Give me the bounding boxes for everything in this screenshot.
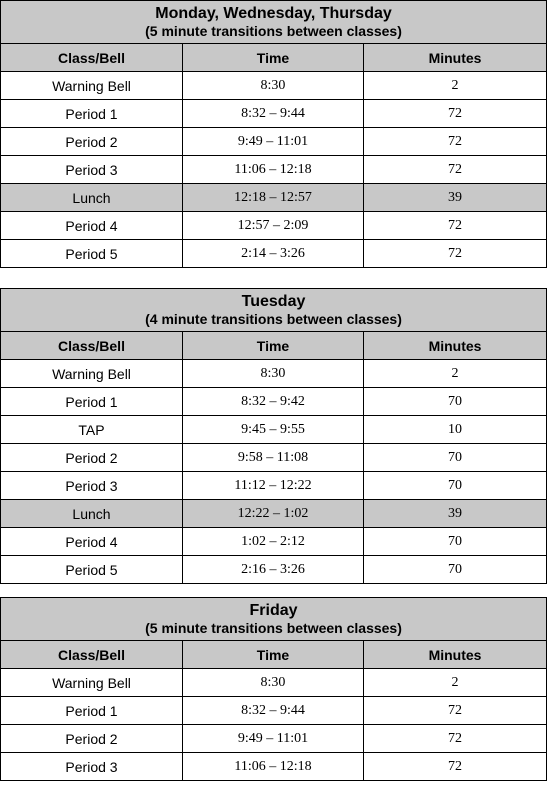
time-cell: 1:02 – 2:12 (183, 528, 364, 556)
time-cell: 9:49 – 11:01 (183, 128, 364, 156)
minutes-cell: 70 (364, 556, 547, 584)
schedule-title-cell (1, 1, 547, 44)
minutes-cell: 72 (364, 697, 547, 725)
class-bell-cell: Period 1 (1, 388, 183, 416)
class-bell-cell: Period 4 (1, 212, 183, 240)
minutes-header: Minutes (364, 332, 547, 360)
time-cell: 2:14 – 3:26 (183, 240, 364, 268)
schedule-title: Friday (249, 601, 298, 619)
minutes-cell: 2 (364, 669, 547, 697)
class-bell-cell: Period 2 (1, 128, 183, 156)
time-cell: 12:22 – 1:02 (183, 500, 364, 528)
table-row (1, 388, 547, 416)
table-row (1, 697, 547, 725)
time-cell: 8:32 – 9:44 (183, 697, 364, 725)
class-bell-cell: Period 5 (1, 556, 183, 584)
class-bell-cell: Period 3 (1, 472, 183, 500)
minutes-cell: 72 (364, 753, 547, 781)
column-header-row (1, 332, 547, 360)
time-cell: 8:32 – 9:42 (183, 388, 364, 416)
schedule-title-cell (1, 289, 547, 332)
schedule-title-row (1, 598, 547, 641)
minutes-cell: 72 (364, 212, 547, 240)
class-bell-cell: Period 1 (1, 100, 183, 128)
time-header: Time (183, 332, 364, 360)
table-row (1, 725, 547, 753)
class-bell-header: Class/Bell (1, 44, 183, 72)
minutes-header: Minutes (364, 44, 547, 72)
schedule-mon-wed-thu-table (0, 0, 547, 268)
table-row (1, 444, 547, 472)
time-cell: 8:30 (183, 669, 364, 697)
table-row (1, 156, 547, 184)
table-row (1, 556, 547, 584)
time-cell: 8:30 (183, 360, 364, 388)
time-cell: 2:16 – 3:26 (183, 556, 364, 584)
time-cell: 12:57 – 2:09 (183, 212, 364, 240)
table-row (1, 72, 547, 100)
class-bell-header: Class/Bell (1, 641, 183, 669)
class-bell-cell: Warning Bell (1, 669, 183, 697)
table-row (1, 360, 547, 388)
minutes-cell: 2 (364, 72, 547, 100)
schedule-subtitle: (4 minute transitions between classes) (145, 310, 402, 327)
time-cell: 11:06 – 12:18 (183, 753, 364, 781)
class-bell-header: Class/Bell (1, 332, 183, 360)
time-cell: 11:12 – 12:22 (183, 472, 364, 500)
time-cell: 9:45 – 9:55 (183, 416, 364, 444)
schedule-subtitle: (5 minute transitions between classes) (145, 22, 402, 39)
table-row (1, 212, 547, 240)
time-header: Time (183, 44, 364, 72)
class-bell-cell: Warning Bell (1, 360, 183, 388)
class-bell-cell: Period 3 (1, 753, 183, 781)
minutes-cell: 72 (364, 128, 547, 156)
class-bell-cell: Period 1 (1, 697, 183, 725)
time-cell: 8:32 – 9:44 (183, 100, 364, 128)
schedule-friday-table (0, 597, 547, 781)
table-row (1, 472, 547, 500)
table-row (1, 416, 547, 444)
time-cell: 9:58 – 11:08 (183, 444, 364, 472)
table-row (1, 669, 547, 697)
schedule-title-cell (1, 598, 547, 641)
minutes-cell: 39 (364, 500, 547, 528)
table-row (1, 240, 547, 268)
column-header-row (1, 641, 547, 669)
table-row (1, 500, 547, 528)
column-header-row (1, 44, 547, 72)
minutes-cell: 70 (364, 444, 547, 472)
time-cell: 8:30 (183, 72, 364, 100)
schedule-title: Monday, Wednesday, Thursday (155, 4, 392, 22)
minutes-cell: 70 (364, 388, 547, 416)
schedule-title: Tuesday (241, 292, 306, 310)
class-bell-cell: Period 2 (1, 725, 183, 753)
minutes-cell: 10 (364, 416, 547, 444)
time-cell: 9:49 – 11:01 (183, 725, 364, 753)
minutes-cell: 72 (364, 100, 547, 128)
table-row (1, 128, 547, 156)
minutes-cell: 72 (364, 240, 547, 268)
table-row (1, 184, 547, 212)
minutes-cell: 72 (364, 725, 547, 753)
table-row (1, 528, 547, 556)
table-row (1, 100, 547, 128)
class-bell-cell: Lunch (1, 184, 183, 212)
class-bell-cell: Period 5 (1, 240, 183, 268)
schedule-subtitle: (5 minute transitions between classes) (145, 619, 402, 636)
minutes-cell: 72 (364, 156, 547, 184)
minutes-cell: 70 (364, 528, 547, 556)
class-bell-cell: Warning Bell (1, 72, 183, 100)
schedule-title-row (1, 289, 547, 332)
minutes-cell: 2 (364, 360, 547, 388)
minutes-cell: 70 (364, 472, 547, 500)
class-bell-cell: Period 3 (1, 156, 183, 184)
minutes-header: Minutes (364, 641, 547, 669)
time-cell: 12:18 – 12:57 (183, 184, 364, 212)
schedule-tuesday-table (0, 288, 547, 584)
time-header: Time (183, 641, 364, 669)
class-bell-cell: Period 2 (1, 444, 183, 472)
table-row (1, 753, 547, 781)
minutes-cell: 39 (364, 184, 547, 212)
class-bell-cell: Lunch (1, 500, 183, 528)
time-cell: 11:06 – 12:18 (183, 156, 364, 184)
schedule-title-row (1, 1, 547, 44)
class-bell-cell: Period 4 (1, 528, 183, 556)
class-bell-cell: TAP (1, 416, 183, 444)
